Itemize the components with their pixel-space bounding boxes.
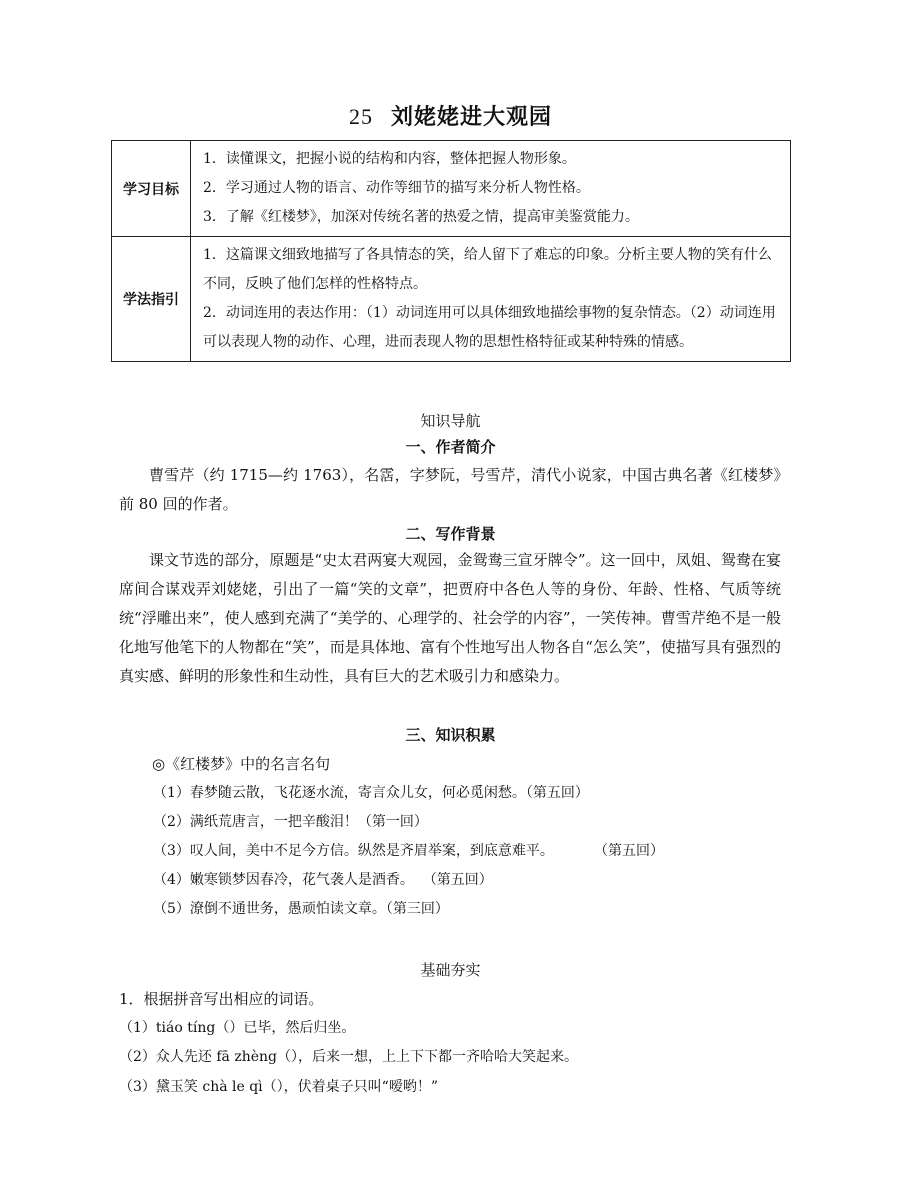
subsection-accumulation: 三、知识积累 (405, 726, 496, 744)
question-1: 1．根据拼音写出相应的词语。 (119, 990, 324, 1008)
background-paragraph: 课文节选的部分，原题是“史太君两宴大观园，金鸳鸯三宣牙牌令”。这一回中，凤姐、鸳鸯在宴席间合谋戏弄刘姥姥，引出了一篇“笑的文章”，把贾府中各色人等的身份、年龄、性格、气质等统统“浮雕出来”，使人感到充满了“美学的、心理学的、社会学的内容”，一笑传神。曹雪芹绝不是一般化地写他笔下的人物都在“笑”，而是具体地、富有个性地写出人物各自“怎么笑”，使描写具有强烈的真实感、鲜明的形象性和生动性，具有巨大的艺术吸引力和感染力。 (119, 551, 781, 685)
question-item: （3）黛玉笑 chà le qì（），伏着桌子只叫“嗳哟！” (119, 1079, 438, 1095)
quote-line: （3）叹人间，美中不足今方信。纵然是齐眉举案，到底意难平。 （第五回） (153, 843, 664, 859)
quote-line: （2）满纸荒唐言，一把辛酸泪！（第一回） (153, 814, 428, 830)
goal-line: 1．读懂课文，把握小说的结构和内容，整体把握人物形象。 (203, 151, 576, 167)
row-head-methods: 学法指引 (112, 237, 191, 362)
table-row (112, 141, 791, 237)
quote-line: （1）春梦随云散，飞花逐水流，寄言众儿女，何必觅闲愁。（第五回） (153, 785, 589, 801)
subsection-author: 一、作者简介 (405, 438, 496, 456)
table-row (112, 237, 791, 362)
row-body-goals (191, 141, 791, 237)
section-heading-basics: 基础夯实 (420, 961, 481, 979)
method-line: 2．动词连用的表达作用：（1）动词连用可以具体细致地描绘事物的复杂情态。（2）动词连用可以表现人物的动作、心理，进而表现人物的思想性格特征或某种特殊的情感。 (203, 305, 776, 350)
row-body-methods (191, 237, 791, 362)
section-heading-knowledge: 知识导航 (420, 412, 481, 430)
quote-line: （4）嫩寒锁梦因春冷，花气袭人是酒香。 （第五回） (153, 872, 493, 888)
lesson-number: 25 (348, 104, 373, 129)
goal-line: 2．学习通过人物的语言、动作等细节的描写来分析人物性格。 (203, 180, 590, 196)
lesson-title: 刘姥姥进大观园 (390, 104, 552, 130)
quote-line: （5）潦倒不通世务，愚顽怕读文章。（第三回） (153, 901, 449, 917)
question-item: （2）众人先还 fā zhèng（），后来一想，上上下下都一齐哈哈大笑起来。 (119, 1049, 578, 1065)
goal-line: 3．了解《红楼梦》，加深对传统名著的热爱之情，提高审美鉴赏能力。 (203, 209, 639, 225)
subsection-background: 二、写作背景 (405, 525, 496, 543)
method-line: 1．这篇课文细致地描写了各具情态的笑，给人留下了难忘的印象。分析主要人物的笑有什么不同，反映了他们怎样的性格特点。 (203, 247, 772, 292)
quotes-title: ◎《红楼梦》中的名言名句 (152, 755, 331, 773)
author-paragraph: 曹雪芹（约 1715—约 1763），名霑，字梦阮，号雪芹，清代小说家，中国古典名著《红楼梦》前 80 回的作者。 (119, 466, 781, 513)
goals-table (111, 140, 791, 362)
question-item: （1）tiáo tíng（）已毕，然后归坐。 (119, 1020, 356, 1036)
page-title (0, 100, 901, 131)
row-head-goals: 学习目标 (112, 141, 191, 237)
